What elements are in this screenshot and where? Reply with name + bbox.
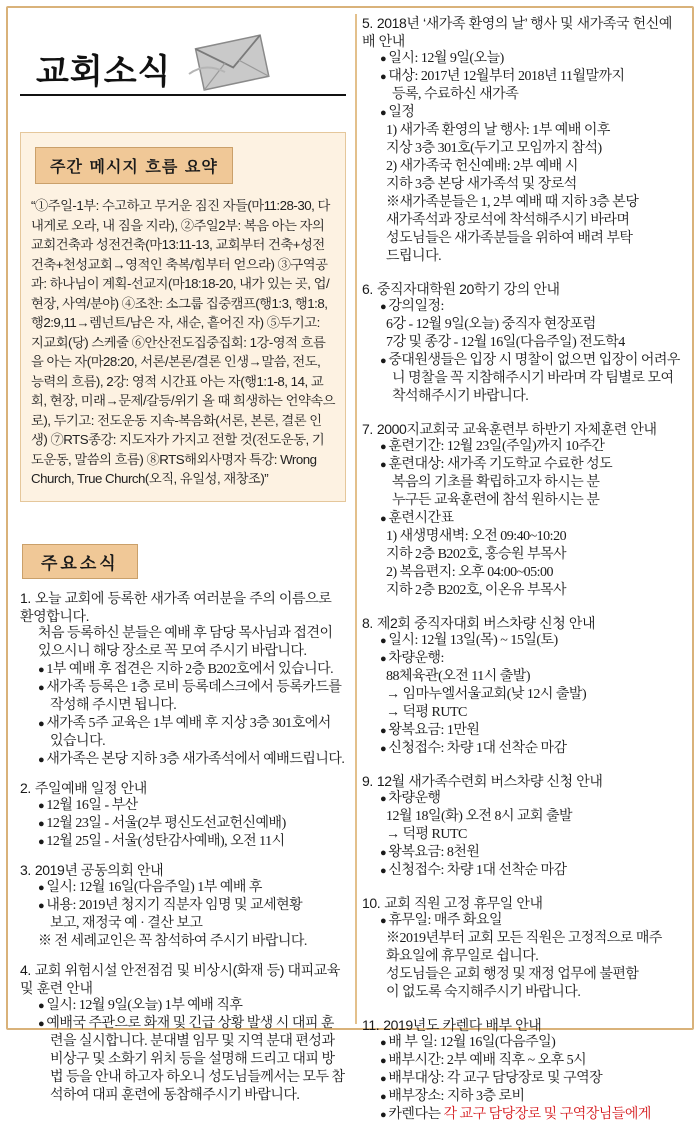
bullet-line: ● 12월 23일 - 서울(2부 평신도선교헌신예배) (20, 815, 346, 833)
highlighted-text: 각 교구 담당장로 및 구역장님들에게 (443, 1107, 651, 1122)
news-item (362, 772, 682, 880)
news-item-number: 2. (20, 779, 31, 796)
bullet-line: ● 중대원생들은 입장 시 명찰이 없으면 입장이 어려우니 명찰을 꼭 지참해주시기 바라며 각 팀별로 모여 착석해주시기 바랍니다. (362, 352, 682, 406)
bullet-line: ● 훈련기간: 12월 23일(주일)까지 10주간 (362, 438, 682, 456)
news-item-note: ※ 전 세례교인은 꼭 참석하여 주시기 바랍니다. (38, 933, 307, 949)
news-item-heading (362, 614, 682, 632)
news-item (20, 861, 346, 951)
news-item-number: 5. (362, 15, 373, 31)
bullet-line: ● 왕복요금: 1만원 (362, 722, 682, 740)
summary-title: 주간 메시지 흐름 요약 (35, 147, 233, 184)
news-item-heading: 4. 교회 위험시설 안전점검 및 비상시(화재 등) 대피교육 및 훈련 안내 (20, 961, 340, 996)
news-item-heading: 1. 오늘 교회에 등록한 새가족 여러분을 주의 이름으로 환영합니다. (20, 589, 332, 624)
news-item-number: 1. (20, 589, 31, 606)
bullet-line: ● 일시: 12월 9일(오늘) (362, 50, 682, 68)
news-item (20, 961, 346, 1105)
news-item (362, 420, 682, 600)
news-item (362, 894, 682, 1002)
news-item-number: 3. (20, 861, 31, 878)
bullet-line: ● 배부대상: 각 교구 담당장로 및 구역장 (362, 1070, 682, 1088)
news-item-title: 2000지교회국 교육훈련부 하반기 자체훈련 안내 (376, 421, 657, 437)
news-item-heading (362, 280, 682, 298)
bullet-line: ● 강의일정: (362, 298, 682, 316)
bullet-prefix: 카렌다는 (388, 1107, 444, 1122)
detail-line: 12월 18일(화) 오전 8시 교회 출발 → 덕평 RUTC (386, 809, 573, 842)
bullet-line: ● 12월 25일 - 서울(성탄감사예배), 오전 11시 (20, 833, 346, 851)
header (20, 14, 346, 124)
bullet-line: ● 배부시간: 2부 예배 직후 ~ 오후 5시 (362, 1052, 682, 1070)
detail-line: ※2019년부터 교회 모든 직원은 고정적으로 매주 화요일에 휴무일로 쉽니다. 성도님들은 교회 행정 및 재정 업무에 불편함 이 없도록 숙지해주시기 바랍니다. (386, 931, 662, 1000)
news-item (20, 589, 346, 769)
bullet-line: ● 대상: 2017년 12월부터 2018년 11월말까지 등록, 수료하신 새가족 (362, 68, 682, 104)
bullet-line: ● 새가족 등록은 1층 로비 등록데스크에서 등록카드를 작성해 주시면 됩니다. (20, 679, 346, 715)
news-item-number: 9. (362, 773, 373, 789)
header-rule (20, 94, 346, 96)
summary-box (20, 132, 346, 502)
column-divider (355, 14, 357, 1024)
bullet-line: ● 배부장소: 지하 3층 로비 (362, 1088, 682, 1106)
news-item-heading (362, 14, 682, 50)
news-item-number: 6. (362, 281, 373, 297)
bullet-line: ● 차량운행: (362, 650, 682, 668)
news-item-title: 2018년 ‘새가족 환영의 날’ 행사 및 새가족국 헌신예배 안내 (362, 15, 672, 49)
left-column (20, 14, 346, 1105)
news-item-title: 제2회 중직자대회 버스차량 신청 안내 (376, 615, 596, 631)
news-section-title: 주요소식 (22, 544, 138, 579)
bullet-line: ● 배 부 일: 12월 16일(다음주일) (362, 1034, 682, 1052)
detail-line: ※새가족분들은 1, 2부 예배 때 지하 3층 본당 새가족석과 장로석에 착석해주시기 바라며 성도님들은 새가족분들을 위하여 배려 부탁 드립니다. (386, 195, 639, 264)
bullet-line: ● 예배국 주관으로 화재 및 긴급 상황 발생 시 대피 훈련을 실시합니다. 분대별 임무 및 지역 분대 편성과 비상구 및 소화기 위치 등을 설명해 드리고 대피 방법 등을 안내 하고자 하오니 성도님들께서는 모두 참석하여 대피 훈련에 동참해주시기 바랍니다. (20, 1015, 346, 1105)
summary-text: “①주일-1부: 수고하고 무거운 짐진 자들(마11:28-30, 다 내게로 오라, 내 짐을 지라), ②주일2부: 복음 아는 자의 교회건축과 성전건축(마13:11-13, 교회부터 건축+성전건축+천성교회→영적인 축복/힘부터 얻으라) ③구역공과: 하나님이 계획-선교지(마18:18-20, 내가 있는 곳, 업/현장, 사역/분야) ④조찬: 소그룹 집중캠프(행1:3, 행1:8, 행2:9,11→렘넌트/남은 자, 새순, 흩어진 자) ⑤두기고: 지교회(당) 스케줄 ⑥안산전도집중집회: 1강-영적 흐름을 아는 자(마28:20, 서론/본론/결론 인생→말씀, 전도, 능력의 흐름), 2강: 영적 시간표 아는 자(행1:1-8, 14, 교회, 현장, 미래→문제/갈등/위기 올 때 희생하는 언약속으로), 두기고: 전도운동 지속-복음화(서론, 본론, 결론 인생) ⑦RTS종강: 지도자가 가지고 전할 것(전도운동, 기도운동, 말씀의 흐름) ⑧RTS해외사명자 특강: Wrong Church, True Church(오직, 유일성, 재창조)” (31, 198, 335, 486)
page-title: 교회소식 (36, 52, 172, 92)
envelope-icon (185, 32, 275, 92)
bullet-line: ● 새가족은 본당 지하 3층 새가족석에서 예배드립니다. (20, 751, 346, 769)
news-item-number: 8. (362, 615, 373, 631)
news-item-title: 2019년도 카렌다 배부 안내 (383, 1017, 542, 1033)
news-item-heading (362, 894, 682, 912)
detail-line: 2) 새가족국 헌신예배: 2부 예배 시 지하 3층 본당 새가족석 및 장로석 (386, 159, 578, 192)
news-item (362, 280, 682, 406)
news-item-number: 4. (20, 961, 31, 978)
news-item (20, 779, 346, 851)
bullet-line: ● 일시: 12월 16일(다음주일) 1부 예배 후 (20, 879, 346, 897)
bullet-line: ● 일시: 12월 13일(목) ~ 15일(토) (362, 632, 682, 650)
bullet-line: ● 내용: 2019년 청지기 직분자 임명 및 교세현황 보고, 재정국 예 · 결산 보고 (20, 897, 346, 933)
news-item-heading (362, 1016, 682, 1034)
bullet-line: ● 신청접수: 차량 1대 선착순 마감 (362, 862, 682, 880)
bullet-line: ● 신청접수: 차량 1대 선착순 마감 (362, 740, 682, 758)
news-item-title: 교회 직원 고정 휴무일 안내 (384, 895, 543, 911)
bullet-line: ● 휴무일: 매주 화요일 (362, 912, 682, 930)
bullet-line (362, 1106, 682, 1124)
news-item-heading: 3. 2019년 공동의회 안내 (20, 861, 164, 878)
news-item-heading: 2. 주일예배 일정 안내 (20, 779, 147, 796)
bullet-line: ● 일정 (362, 104, 682, 122)
news-item-heading (362, 420, 682, 438)
bullet-line: ● 훈련시간표 (362, 510, 682, 528)
detail-line: 1) 새가족 환영의 날 행사: 1부 예배 이후 지상 3층 301호(두기고 모임까지 참석) (386, 123, 610, 156)
news-item-body: 처음 등록하신 분들은 예배 후 담당 목사님과 접견이 있으시니 해당 장소로 꼭 모여 주시기 바랍니다. (38, 625, 333, 659)
left-news-list (20, 589, 346, 1105)
news-item (362, 614, 682, 758)
bullet-line: ● 일시: 12월 9일(오늘) 1부 예배 직후 (20, 997, 346, 1015)
bullet-line: ● 훈련대상: 새가족 기도학교 수료한 성도 복음의 기초를 확립하고자 하시는 분 누구든 교육훈련에 참석 원하시는 분 (362, 456, 682, 510)
right-news-list (362, 14, 682, 1124)
news-item-number: 11. (362, 1017, 380, 1033)
news-item-number: 10. (362, 895, 381, 911)
bullet-line: ● 1부 예배 후 접견은 지하 2층 B202호에서 있습니다. (20, 661, 346, 679)
news-item (362, 1016, 682, 1124)
bullet-line: ● 12월 16일 - 부산 (20, 797, 346, 815)
news-item-title: 12월 새가족수련회 버스차량 신청 안내 (376, 773, 603, 789)
news-item-heading (362, 772, 682, 790)
bullet-line: ● 새가족 5주 교육은 1부 예배 후 지상 3층 301호에서 있습니다. (20, 715, 346, 751)
news-item-title: 중직자대학원 20학기 강의 안내 (376, 281, 560, 297)
detail-line: 88체육관(오전 11시 출발) → 임마누엘서울교회(낮 12시 출발) → 덕평 RUTC (386, 669, 587, 720)
news-item (362, 14, 682, 266)
bullet-line: ● 왕복요금: 8천원 (362, 844, 682, 862)
news-title-wrap (20, 544, 346, 579)
bullet-line: ● 차량운행 (362, 790, 682, 808)
detail-line: 1) 새생명새벽: 오전 09:40~10:20 지하 2층 B202호, 홍승원 부목사 (386, 529, 567, 562)
detail-line: 6강 - 12월 9일(오늘) 중직자 현장포럼 7강 및 종강 - 12월 16일(다음주일) 전도학4 (386, 317, 625, 350)
detail-line: 2) 복음편지: 오후 04:00~05:00 지하 2층 B202호, 이온유 부목사 (386, 565, 567, 598)
news-item-number: 7. (362, 421, 373, 437)
